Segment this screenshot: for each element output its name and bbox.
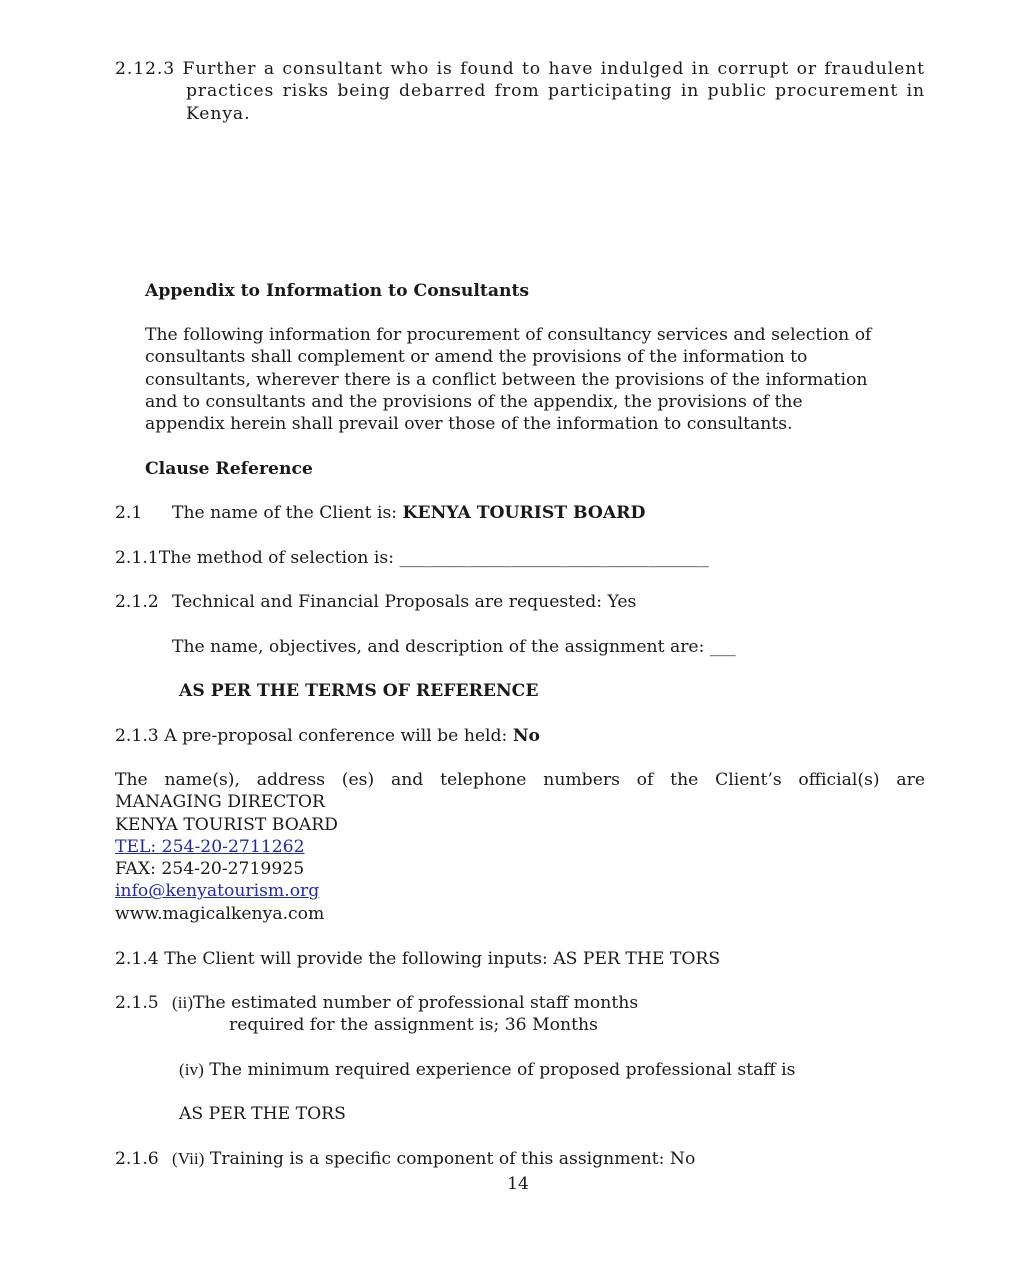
- clause-2-1-2: [115, 591, 636, 613]
- clause-reference-heading: Clause Reference: [145, 459, 313, 479]
- clause-text-line3: Kenya.: [186, 103, 251, 124]
- clause-number: 2.1.2: [115, 592, 159, 612]
- clause-text: The method of selection is:: [158, 548, 400, 568]
- clause-text-line2: practices risks being debarred from participating in public procurement in: [186, 81, 925, 102]
- clause-2-12-3: [115, 58, 925, 125]
- clause-number: 2.1: [115, 503, 143, 523]
- contact-organization: KENYA TOURIST BOARD: [115, 814, 338, 835]
- clause-number: 2.1.5: [115, 993, 159, 1013]
- clause-2-1-6: [115, 1148, 695, 1170]
- clause-2-1-4: [115, 948, 720, 970]
- page-number: 14: [507, 1174, 529, 1194]
- contact-website: www.magicalkenya.com: [115, 903, 325, 924]
- conference-value: No: [512, 726, 540, 746]
- sub-clause-iv-label: (iv): [179, 1060, 204, 1079]
- selection-method-blank: ____________________________________: [399, 548, 709, 568]
- sub-clause-ii-line1: The estimated number of professional staff months: [193, 993, 639, 1013]
- clause-number: 2.1.1: [115, 548, 159, 568]
- clause-number: 2.12.3: [115, 59, 176, 79]
- sub-clause-vii-label: (Vii): [172, 1149, 205, 1168]
- appendix-intro: [145, 324, 871, 435]
- contact-fax: FAX: 254-20-2719925: [115, 859, 305, 880]
- client-name: KENYA TOURIST BOARD: [402, 503, 646, 523]
- clause-2-1-3: [115, 725, 540, 747]
- sub-clause-iv-value: AS PER THE TORS: [179, 1104, 346, 1124]
- clause-text: The Client will provide the following inputs: AS PER THE TORS: [164, 949, 721, 969]
- assignment-description-line: The name, objectives, and description of the assignment are: ___: [172, 637, 736, 657]
- contact-title: MANAGING DIRECTOR: [115, 792, 325, 813]
- contact-email-link[interactable]: info@kenyatourism.org: [115, 881, 320, 902]
- clause-2-1-1: [115, 547, 709, 569]
- clause-number: 2.1.6: [115, 1149, 159, 1169]
- appendix-intro-line: The following information for procurement of consultancy services and selection of: [145, 325, 872, 345]
- contact-tel-link[interactable]: TEL: 254-20-2711262: [115, 836, 305, 857]
- assignment-value: AS PER THE TERMS OF REFERENCE: [179, 681, 539, 701]
- clause-text: Technical and Financial Proposals are requested: Yes: [172, 592, 637, 612]
- appendix-intro-line: consultants shall complement or amend the provisions of the information to: [145, 347, 808, 368]
- clause-text: The name of the Client is:: [172, 503, 403, 523]
- appendix-intro-line: and to consultants and the provisions of the appendix, the provisions of the: [145, 391, 803, 412]
- officials-block: [115, 769, 925, 925]
- appendix-intro-line: consultants, wherever there is a conflict between the provisions of the information: [145, 369, 868, 390]
- sub-clause-iv-text: The minimum required experience of proposed professional staff is: [209, 1060, 796, 1080]
- appendix-intro-line: appendix herein shall prevail over those of the information to consultants.: [145, 414, 793, 435]
- clause-text: A pre-proposal conference will be held:: [164, 726, 513, 746]
- sub-clause-ii-line2: required for the assignment is; 36 Months: [229, 1015, 598, 1035]
- clause-number: 2.1.4: [115, 949, 159, 969]
- appendix-heading: Appendix to Information to Consultants: [145, 281, 530, 301]
- sub-clause-ii-label: (ii): [172, 993, 193, 1012]
- sub-clause-vii-text: Training is a specific component of this assignment: No: [209, 1149, 696, 1169]
- sub-clause-iv: [179, 1059, 795, 1081]
- clause-2-1-5: [115, 992, 638, 1014]
- clause-text-line1: Further a consultant who is found to have indulged in corrupt or fraudulent: [182, 59, 925, 79]
- officials-line: The name(s), address (es) and telephone numbers of the Client’s official(s) are: [115, 770, 925, 790]
- clause-2-1: [115, 502, 645, 524]
- clause-number: 2.1.3: [115, 726, 159, 746]
